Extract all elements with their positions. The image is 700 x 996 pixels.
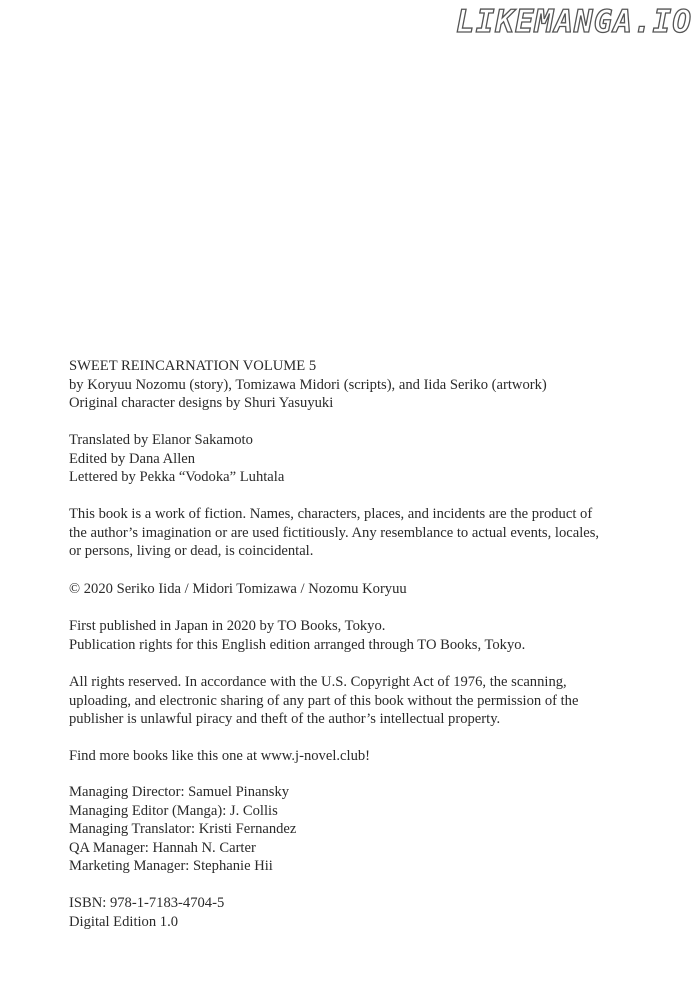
text-line: Managing Translator: Kristi Fernandez — [69, 821, 297, 838]
edition-line: Digital Edition 1.0 — [69, 913, 179, 930]
watermark-logo: LIKEMANGA.IO — [456, 4, 692, 40]
translator-line: Translated by Elanor Sakamoto — [69, 432, 253, 448]
fiction-disclaimer — [69, 505, 599, 561]
text-line: uploading, and electronic sharing of any part of this book without the permission of the — [69, 692, 579, 709]
staff-credits — [69, 431, 284, 487]
text-line: publisher is unlawful piracy and theft of the author’s intellectual property. — [69, 711, 501, 728]
authors-line: by Koryuu Nozomu (story), Tomizawa Midori (scripts), and Iida Seriko (artwork) — [69, 376, 547, 393]
title-credits — [69, 357, 547, 413]
text-line: First published in Japan in 2020 by TO Books, Tokyo. — [69, 618, 386, 634]
copyright-notice — [69, 580, 407, 599]
text-line: Managing Editor (Manga): J. Collis — [69, 802, 278, 819]
text-line: Marketing Manager: Stephanie Hii — [69, 858, 273, 875]
text-line: or persons, living or dead, is coincidental. — [69, 543, 314, 560]
text-line: Find more books like this one at www.j-novel.club! — [69, 748, 371, 764]
isbn-info — [69, 894, 224, 931]
isbn-line: ISBN: 978-1-7183-4704-5 — [69, 895, 225, 911]
text-line: All rights reserved. In accordance with the U.S. Copyright Act of 1976, the scanning, — [69, 674, 567, 690]
rights-notice — [69, 673, 578, 729]
letterer-line: Lettered by Pekka “Vodoka” Luhtala — [69, 469, 285, 486]
editor-line: Edited by Dana Allen — [69, 450, 196, 467]
book-title: SWEET REINCARNATION VOLUME 5 — [69, 358, 317, 374]
publication-info — [69, 617, 525, 654]
text-line: © 2020 Seriko Iida / Midori Tomizawa / Nozomu Koryuu — [69, 581, 407, 597]
text-line: QA Manager: Hannah N. Carter — [69, 839, 256, 856]
text-line: Managing Director: Samuel Pinansky — [69, 784, 290, 800]
management-credits — [69, 783, 296, 876]
text-line: This book is a work of fiction. Names, characters, places, and incidents are the product of — [69, 506, 593, 522]
more-books — [69, 747, 370, 766]
text-line: the author’s imagination or are used fictitiously. Any resemblance to actual events, locales, — [69, 524, 600, 541]
text-line: Publication rights for this English edition arranged through TO Books, Tokyo. — [69, 636, 526, 653]
character-design-line: Original character designs by Shuri Yasuyuki — [69, 395, 334, 412]
